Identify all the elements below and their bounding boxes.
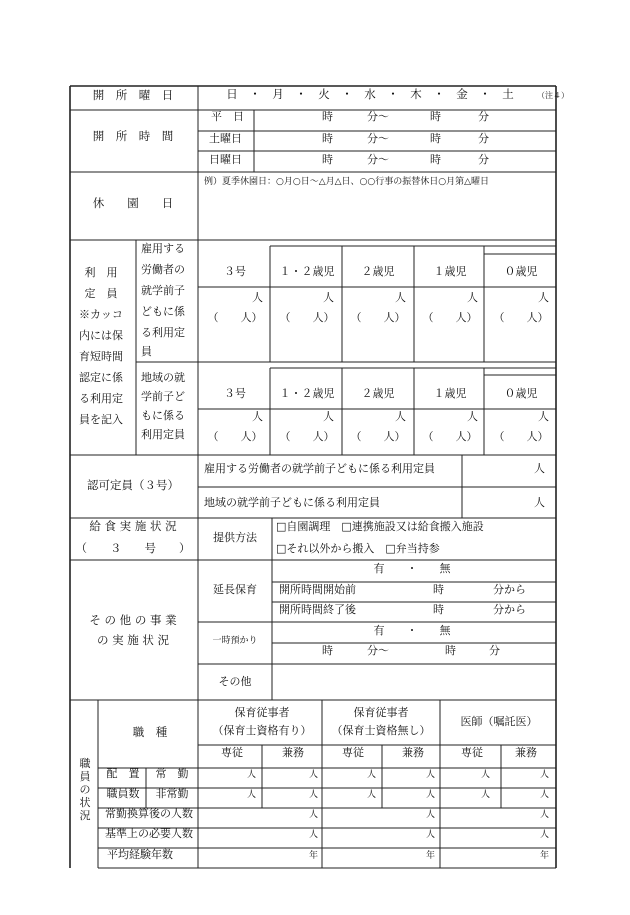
community-unit: 人 <box>395 410 406 423</box>
unit-person: 人 <box>480 770 490 780</box>
temporary-care-yes-no[interactable]: 有 ・ 無 <box>373 624 451 637</box>
unit-person: 人 <box>308 770 318 780</box>
fte-unit: 人 <box>539 810 549 820</box>
community-label-line: 利用定員 <box>141 428 185 441</box>
capacity-label-line: 利 用 <box>84 266 118 279</box>
community-capacity-label <box>141 370 185 441</box>
parttime-units <box>247 788 549 800</box>
group-2-line2: （保育士資格無し） <box>331 724 431 737</box>
employer-unit: 人 <box>538 291 549 304</box>
capacity-label-line: 内には保 <box>79 329 123 342</box>
unit-person: 人 <box>425 790 435 800</box>
employer-label-line: 就学前子 <box>141 284 185 297</box>
unit-person: 人 <box>308 790 318 800</box>
sub-header-fulltime-dedicated: 専従 <box>461 746 483 759</box>
fulltime-label: 常 勤 <box>155 767 189 780</box>
required-unit: 人 <box>539 830 549 840</box>
employer-label-line: 労働者の <box>141 263 185 276</box>
required-label: 基準上の必要人数 <box>105 827 193 840</box>
col-header-1-2yr: １・２歳児 <box>279 387 335 400</box>
weekday-start-hour[interactable]: 時 <box>322 110 333 123</box>
staff-section-label <box>80 757 91 822</box>
community-unit: 人 <box>467 410 478 423</box>
sub-header-concurrent: 兼務 <box>402 746 424 759</box>
saturday-label: 土曜日 <box>209 132 242 145</box>
job-type-label: 職 種 <box>132 725 168 739</box>
community-capacity-headers <box>224 386 538 400</box>
group-2-line1: 保育従事者 <box>353 706 409 719</box>
extended-after-min[interactable]: 分から <box>493 603 526 616</box>
temporary-start-hour[interactable]: 時 <box>322 644 333 657</box>
opening-hours-label: 開 所 時 間 <box>92 129 174 143</box>
capacity-label-line: 認定に係 <box>79 371 123 384</box>
community-unit: 人 <box>323 410 334 423</box>
community-paren: （ 人） <box>422 430 478 443</box>
extended-before-min[interactable]: 分から <box>493 583 526 596</box>
opening-days-values: 日 ・ 月 ・ 火 ・ 水 ・ 木 ・ 金 ・ 土 <box>226 87 514 101</box>
employer-capacity-values <box>208 291 550 324</box>
employer-paren: （ 人） <box>207 311 263 324</box>
capacity-label-line: 員を記入 <box>79 413 123 426</box>
approved-employer-row: 雇用する労働者の就学前子どもに係る利用定員 <box>204 462 435 475</box>
sunday-start-min[interactable]: 分〜 <box>367 153 389 166</box>
closed-days-label: 休 園 日 <box>92 196 174 210</box>
opening-hours-weekday-row <box>211 109 489 123</box>
meals-options-line2[interactable]: □それ以外から搬入 □弁当持参 <box>276 542 440 555</box>
fte-unit: 人 <box>308 810 318 820</box>
employer-capacity-headers <box>224 264 538 278</box>
employer-label-line: る利用定 <box>141 326 185 339</box>
opening-days-note: （注４） <box>537 91 569 100</box>
experience-unit: 年 <box>425 851 435 861</box>
closed-days-example: 例）夏季休園日：○月○日〜△月△日、○○行事の振替休日○月第△曜日 <box>204 177 490 187</box>
col-header-0yr: ０歳児 <box>504 387 538 400</box>
opening-hours-saturday-row <box>209 131 489 145</box>
experience-unit: 年 <box>308 851 318 861</box>
experience-label: 平均経験年数 <box>107 848 173 861</box>
weekday-start-min[interactable]: 分〜 <box>367 110 389 123</box>
unit-person: 人 <box>246 770 256 780</box>
meals-options-line1[interactable]: □自園調理 □連携施設又は給食搬入施設 <box>276 520 484 533</box>
employer-paren: （ 人） <box>493 311 549 324</box>
employer-label-line: どもに係 <box>141 305 185 318</box>
col-header-1yr: １歳児 <box>433 387 467 400</box>
other-label: その他 <box>218 675 252 688</box>
saturday-end-min[interactable]: 分 <box>478 132 489 145</box>
col-header-3go: ３号 <box>224 265 246 278</box>
community-unit: 人 <box>252 410 263 423</box>
sunday-start-hour[interactable]: 時 <box>322 153 333 166</box>
col-header-1yr: １歳児 <box>433 265 467 278</box>
meals-method-label: 提供方法 <box>213 531 257 544</box>
employer-paren: （ 人） <box>279 311 335 324</box>
capacity-label-line: る利用定 <box>79 392 123 405</box>
required-unit: 人 <box>308 830 318 840</box>
saturday-start-hour[interactable]: 時 <box>322 132 333 145</box>
col-header-2yr: ２歳児 <box>361 387 395 400</box>
fulltime-units <box>247 768 549 780</box>
other-services-label: そ の 他 の 事 業 <box>89 613 177 627</box>
community-paren: （ 人） <box>493 430 549 443</box>
staff-label-char: 況 <box>79 809 91 822</box>
employer-unit: 人 <box>467 291 478 304</box>
saturday-end-hour[interactable]: 時 <box>430 132 441 145</box>
weekday-label: 平 日 <box>211 110 244 123</box>
approved-capacity-label: 認可定員（３号） <box>87 478 179 492</box>
employer-paren: （ 人） <box>350 311 406 324</box>
unit-person: 人 <box>425 770 435 780</box>
employer-unit: 人 <box>323 291 334 304</box>
community-paren: （ 人） <box>279 430 335 443</box>
fte-unit: 人 <box>425 810 435 820</box>
temporary-care-label: 一時預かり <box>212 636 258 646</box>
approved-community-unit: 人 <box>534 496 545 509</box>
extended-care-label: 延長保育 <box>213 583 257 596</box>
staff-count-label-2: 職員数 <box>106 787 140 800</box>
employer-unit: 人 <box>252 291 263 304</box>
capacity-label-line: 育短時間 <box>79 350 123 363</box>
unit-person: 人 <box>539 770 549 780</box>
meals-label: 給 食 実 施 状 況 <box>89 519 177 533</box>
sub-header-concurrent: 兼務 <box>515 746 537 759</box>
parttime-label: 非常勤 <box>155 787 189 800</box>
extended-after-label: 開所時間終了後 <box>279 603 356 616</box>
saturday-start-min[interactable]: 分〜 <box>367 132 389 145</box>
approved-employer-unit: 人 <box>534 462 545 475</box>
extended-before-hour[interactable]: 時 <box>433 583 444 596</box>
unit-person: 人 <box>246 790 256 800</box>
sub-header-concurrent: 兼務 <box>282 746 304 759</box>
sub-header-fulltime-dedicated: 専従 <box>221 746 243 759</box>
col-header-1-2yr: １・２歳児 <box>279 265 335 278</box>
sunday-end-min[interactable]: 分 <box>478 153 489 166</box>
employer-label-line: 員 <box>141 345 152 358</box>
other-services-label-sub: の 実 施 状 況 <box>96 633 170 647</box>
employer-unit: 人 <box>395 291 406 304</box>
opening-days-label: 開 所 曜 日 <box>92 88 174 102</box>
experience-unit: 年 <box>539 851 549 861</box>
sub-headers <box>221 745 537 759</box>
staff-label-char: 職 <box>79 757 91 770</box>
staff-count-label-1: 配 置 <box>106 767 140 780</box>
extended-after-hour[interactable]: 時 <box>433 603 444 616</box>
extended-care-yes-no[interactable]: 有 ・ 無 <box>373 562 451 575</box>
employer-paren: （ 人） <box>422 311 478 324</box>
fte-label: 常勤換算後の人数 <box>105 807 193 820</box>
community-paren: （ 人） <box>350 430 406 443</box>
staff-label-char: 員 <box>79 770 91 783</box>
community-label-line: 地域の就 <box>141 371 185 384</box>
required-unit: 人 <box>425 830 435 840</box>
meals-label-sub: （ ３ 号 ） <box>75 541 191 555</box>
unit-person: 人 <box>366 790 376 800</box>
community-paren: （ 人） <box>207 430 263 443</box>
sub-header-fulltime-dedicated: 専従 <box>342 746 364 759</box>
unit-person: 人 <box>366 770 376 780</box>
sunday-end-hour[interactable]: 時 <box>430 153 441 166</box>
capacity-label-line: 定 員 <box>84 287 118 300</box>
community-unit: 人 <box>538 410 549 423</box>
sunday-label: 日曜日 <box>209 153 242 166</box>
temporary-end-min[interactable]: 分 <box>489 644 500 657</box>
employer-capacity-label <box>141 241 186 358</box>
temporary-start-min[interactable]: 分〜 <box>367 644 389 657</box>
community-capacity-values <box>208 410 550 443</box>
unit-person: 人 <box>539 790 549 800</box>
weekday-end-min[interactable]: 分 <box>478 110 489 123</box>
capacity-label-line: ※カッコ <box>79 308 123 321</box>
community-label-line: 学前子ど <box>141 390 185 403</box>
staff-label-char: 状 <box>79 796 91 809</box>
capacity-label <box>79 265 124 426</box>
group-3-label: 医師（嘱託医） <box>460 715 538 728</box>
unit-person: 人 <box>480 790 490 800</box>
experience-row <box>107 847 549 861</box>
community-label-line: もに係る <box>141 409 185 422</box>
opening-hours-sunday-row <box>209 152 489 166</box>
col-header-0yr: ０歳児 <box>504 265 538 278</box>
group-1-line2: （保育士資格有り） <box>212 724 312 737</box>
temporary-end-hour[interactable]: 時 <box>445 644 456 657</box>
col-header-3go: ３号 <box>224 387 246 400</box>
col-header-2yr: ２歳児 <box>361 265 395 278</box>
approved-community-row: 地域の就学前子どもに係る利用定員 <box>204 496 380 509</box>
weekday-end-hour[interactable]: 時 <box>430 110 441 123</box>
extended-before-label: 開所時間開始前 <box>279 583 356 596</box>
group-1-line1: 保育従事者 <box>234 706 290 719</box>
staff-label-char: の <box>79 783 91 796</box>
employer-label-line: 雇用する <box>141 242 185 255</box>
